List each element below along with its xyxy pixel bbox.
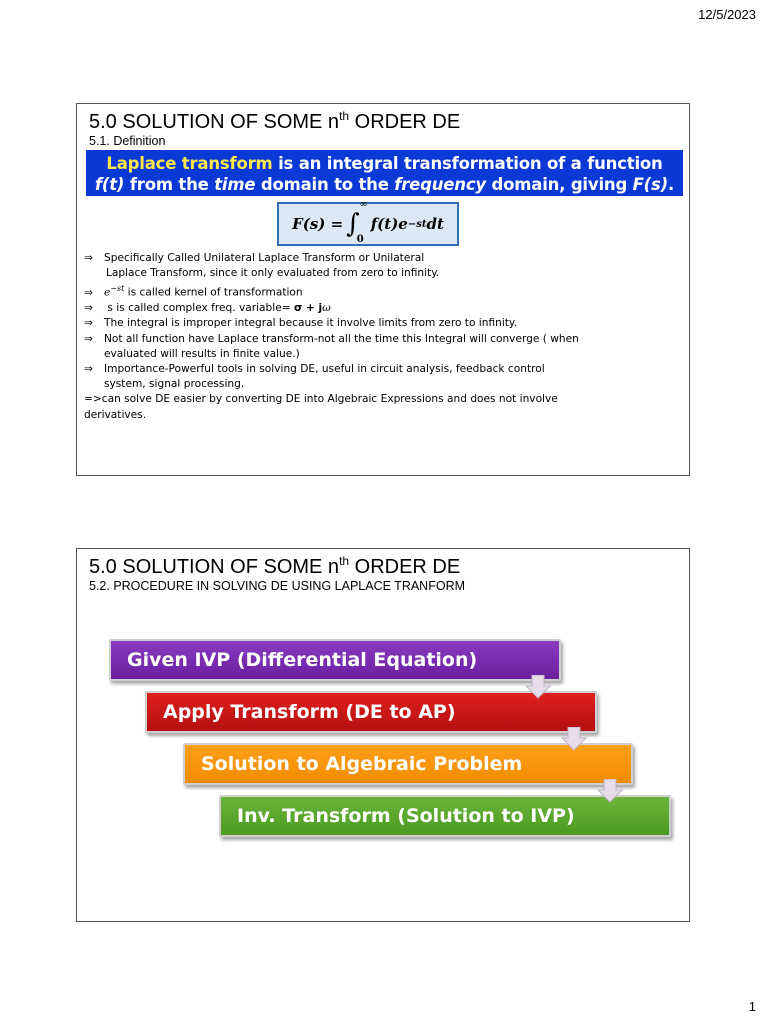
- complex-variable: σ + j: [293, 302, 323, 315]
- step-algebraic-solution: Solution to Algebraic Problem: [183, 743, 633, 785]
- banner-text: domain, giving: [485, 175, 633, 194]
- banner-fs: F(s): [632, 175, 668, 194]
- banner-time: time: [214, 175, 256, 194]
- banner-text: .: [667, 175, 675, 194]
- kernel-math: e: [104, 286, 111, 299]
- banner-frequency: frequency: [394, 175, 486, 194]
- banner-line-1: [94, 153, 675, 174]
- implies-icon: ⇒: [84, 362, 93, 375]
- integral-sign: ∫ ∞ 0: [346, 199, 368, 245]
- procedure-flowchart: [97, 629, 677, 849]
- banner-line-2: [94, 174, 675, 195]
- slide-procedure: [76, 548, 690, 922]
- integral-lower-limit: 0: [356, 234, 364, 245]
- bullet-text: is called kernel of transformation: [124, 286, 303, 299]
- implies-icon: ⇒: [84, 317, 93, 330]
- bullet-7: =>can solve DE easier by converting DE into Algebraic Expressions and does not involve: [84, 393, 558, 406]
- bullet-text: Importance-Powerful tools in solving DE, useful in circuit analysis, feedback control: [104, 362, 545, 375]
- formula-integrand: f(t)e: [370, 215, 408, 233]
- bullet-text: The integral is improper integral because it involve limits from zero to infinity.: [104, 317, 518, 330]
- kernel-exponent: −st: [110, 284, 125, 294]
- banner-text: is an integral transformation of a function: [272, 154, 663, 173]
- banner-text: domain to the: [255, 175, 395, 194]
- title-text: 5.0 SOLUTION OF SOME n: [89, 556, 340, 578]
- slide-title: [89, 554, 460, 579]
- title-superscript: th: [339, 554, 350, 568]
- banner-text: from the: [124, 175, 215, 194]
- bullet-2: [84, 281, 684, 301]
- bullet-7-cont: derivatives.: [84, 408, 147, 421]
- step-inverse-transform: Inv. Transform (Solution to IVP): [219, 795, 671, 837]
- slide-subtitle: 5.2. PROCEDURE IN SOLVING DE USING LAPLACE TRANFORM: [89, 579, 466, 593]
- title-superscript: th: [339, 109, 350, 123]
- down-arrow-icon: [597, 779, 623, 803]
- laplace-formula: [277, 199, 459, 246]
- title-text-end: ORDER DE: [349, 556, 461, 578]
- bullet-text: Specifically Called Unilateral Laplace Transform or Unilateral: [104, 252, 425, 264]
- slide-title: [89, 109, 460, 134]
- definition-bullets: [84, 251, 684, 423]
- bullet-1-cont: Laplace Transform, since it only evaluated from zero to infinity.: [106, 267, 440, 280]
- formula-exponent: −st: [407, 218, 427, 230]
- bullet-3: [84, 301, 684, 316]
- omega-symbol: ω: [322, 302, 331, 315]
- step-apply-transform: Apply Transform (DE to AP): [145, 691, 597, 733]
- implies-icon: ⇒: [84, 252, 93, 264]
- page-number: 1: [748, 999, 756, 1014]
- down-arrow-icon: [561, 727, 587, 751]
- bullet-text: s is called complex freq. variable=: [104, 302, 294, 315]
- bullet-6: [84, 362, 684, 377]
- banner-highlight: Laplace transform: [106, 154, 273, 173]
- implies-icon: ⇒: [84, 286, 93, 299]
- implies-icon: ⇒: [84, 332, 93, 345]
- bullet-6-cont: system, signal processing.: [104, 378, 245, 391]
- bullet-5: [84, 332, 684, 347]
- title-text: 5.0 SOLUTION OF SOME n: [89, 111, 340, 133]
- banner-ft: f(t): [94, 175, 125, 194]
- slide-definition: [76, 103, 690, 476]
- down-arrow-icon: [525, 675, 551, 699]
- print-date: 12/5/2023: [698, 7, 756, 22]
- bullet-4: [84, 316, 684, 331]
- bullet-1: [84, 251, 684, 266]
- step-given-ivp: Given IVP (Differential Equation): [109, 639, 561, 681]
- bullet-5-cont: evaluated will results in finite value.): [104, 347, 300, 360]
- implies-icon: ⇒: [84, 302, 93, 315]
- slide-subtitle: 5.1. Definition: [89, 134, 166, 148]
- title-text-end: ORDER DE: [349, 111, 461, 133]
- formula-dt: dt: [426, 215, 444, 233]
- formula-lhs: F(s) =: [292, 215, 344, 233]
- bullet-text: Not all function have Laplace transform-not all the time this Integral will converge ( when: [104, 332, 579, 345]
- definition-banner: [86, 150, 683, 196]
- integral-upper-limit: ∞: [359, 199, 368, 210]
